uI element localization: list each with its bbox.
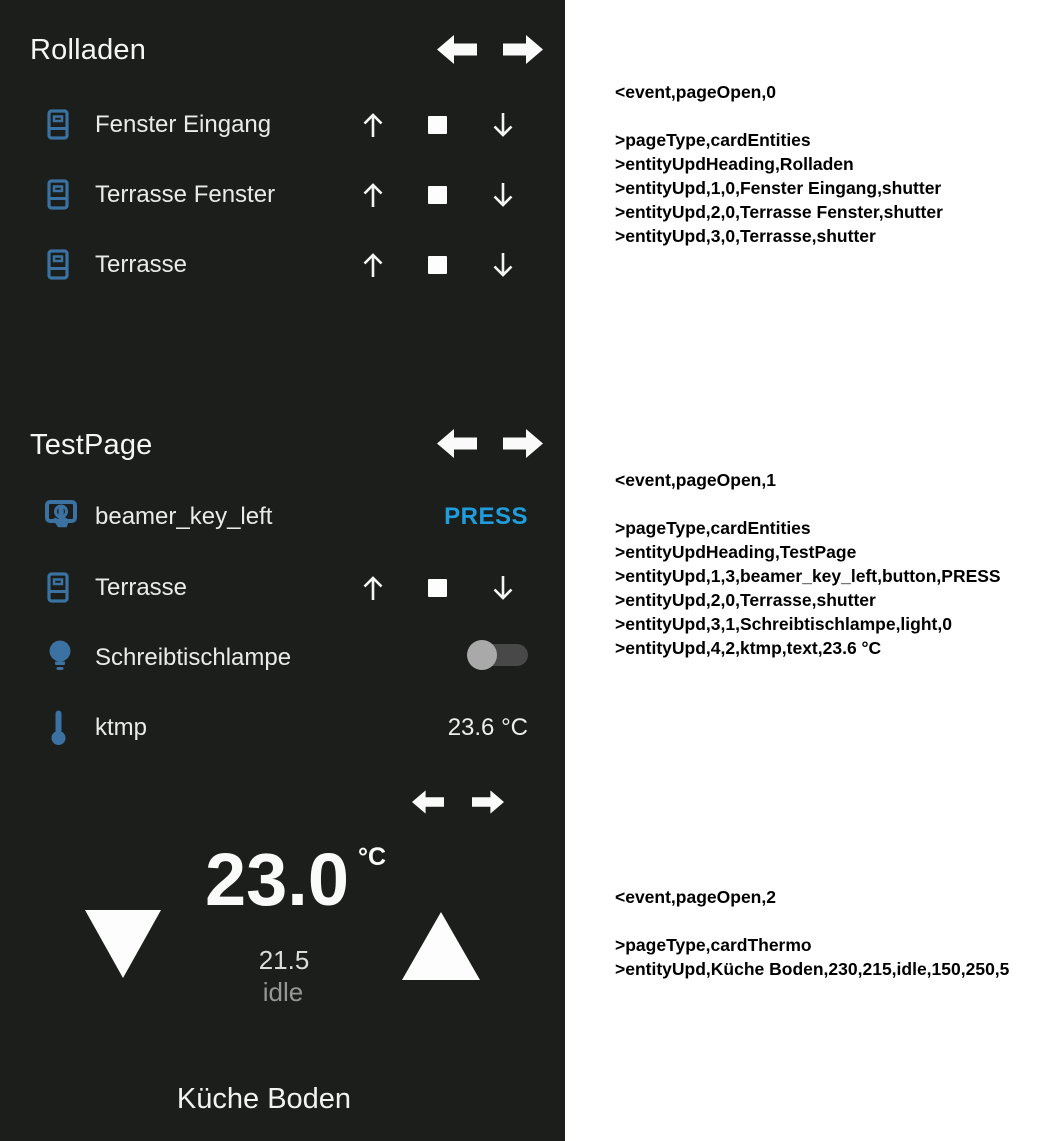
page-title-rolladen: Rolladen	[30, 34, 147, 66]
log-line: >entityUpd,1,0,Fenster Eingang,shutter	[615, 178, 942, 198]
gesture-tap-button-icon	[44, 496, 78, 543]
log-line: >entityUpd,1,3,beamer_key_left,button,PRESS	[615, 566, 1001, 586]
log-line: >entityUpd,2,0,Terrasse Fenster,shutter	[615, 202, 943, 222]
log-line: >pageType,cardEntities	[615, 130, 811, 150]
hvac-state: idle	[262, 977, 304, 1007]
log-gap	[615, 492, 1040, 516]
log-line: >entityUpd,3,1,Schreibtischlampe,light,0	[615, 614, 952, 634]
entity-row-shutter	[0, 566, 565, 610]
window-shutter-icon	[47, 109, 69, 145]
shutter-down-button[interactable]	[491, 112, 515, 138]
log-block-page0	[615, 80, 1040, 248]
shutter-down-button[interactable]	[491, 575, 515, 601]
shutter-stop-button[interactable]	[428, 116, 447, 134]
entity-label: Terrasse Fenster	[95, 181, 276, 208]
target-temperature: 21.5	[258, 945, 310, 975]
shutter-stop-button[interactable]	[428, 186, 447, 204]
entity-row-shutter	[0, 173, 565, 217]
shutter-down-button[interactable]	[491, 252, 515, 278]
log-gap	[615, 104, 1040, 128]
entity-row-text	[0, 706, 565, 750]
window-shutter-icon	[47, 249, 69, 285]
temperature-unit: °C	[358, 843, 387, 871]
entity-label: Fenster Eingang	[95, 111, 272, 138]
shutter-down-button[interactable]	[491, 182, 515, 208]
log-gap	[615, 909, 1040, 933]
log-block-page1	[615, 468, 1040, 660]
entity-label: Schreibtischlampe	[95, 644, 292, 671]
current-temperature: 23.0	[205, 838, 350, 921]
log-block-page2	[615, 885, 1040, 981]
shutter-up-button[interactable]	[361, 575, 385, 601]
window-shutter-icon	[47, 572, 69, 608]
shutter-up-button[interactable]	[361, 182, 385, 208]
log-line: >entityUpd,2,0,Terrasse,shutter	[615, 590, 876, 610]
temp-up-button[interactable]	[402, 912, 480, 985]
nav-next-icon[interactable]	[503, 33, 543, 66]
entity-row-light	[0, 636, 565, 680]
shutter-stop-button[interactable]	[428, 579, 447, 597]
page-title-testpage: TestPage	[30, 429, 153, 461]
press-button[interactable]: PRESS	[444, 503, 528, 530]
log-line: >entityUpd,3,0,Terrasse,shutter	[615, 226, 876, 246]
thermostat-title: Küche Boden	[176, 1083, 352, 1115]
entity-label: Terrasse	[95, 251, 188, 278]
log-line: >entityUpdHeading,TestPage	[615, 542, 857, 562]
thermometer-icon	[51, 709, 66, 751]
log-line: >pageType,cardEntities	[615, 518, 811, 538]
shutter-up-button[interactable]	[361, 112, 385, 138]
shutter-up-button[interactable]	[361, 252, 385, 278]
temp-down-button[interactable]	[85, 910, 161, 983]
nav-next-icon[interactable]	[503, 427, 543, 460]
nav-prev-icon[interactable]	[437, 427, 477, 460]
log-line: >entityUpdHeading,Rolladen	[615, 154, 854, 174]
entity-row-button	[0, 495, 565, 539]
light-toggle[interactable]	[470, 644, 528, 666]
window-shutter-icon	[47, 179, 69, 215]
log-event-line: <event,pageOpen,2	[615, 887, 776, 907]
lightbulb-icon	[47, 640, 73, 679]
entity-label: beamer_key_left	[95, 503, 273, 530]
toggle-knob	[467, 640, 497, 670]
entity-label: Terrasse	[95, 574, 188, 601]
entity-label: ktmp	[95, 714, 148, 741]
log-line: >entityUpd,Küche Boden,230,215,idle,150,250,5	[615, 959, 1010, 979]
entity-row-shutter	[0, 103, 565, 147]
log-event-line: <event,pageOpen,1	[615, 470, 776, 490]
nav-next-icon[interactable]	[472, 788, 504, 816]
sensor-value: 23.6 °C	[447, 714, 528, 741]
nav-prev-icon[interactable]	[412, 788, 444, 816]
entity-row-shutter	[0, 243, 565, 287]
shutter-stop-button[interactable]	[428, 256, 447, 274]
nav-prev-icon[interactable]	[437, 33, 477, 66]
log-line: >entityUpd,4,2,ktmp,text,23.6 °C	[615, 638, 882, 658]
log-event-line: <event,pageOpen,0	[615, 82, 776, 102]
log-line: >pageType,cardThermo	[615, 935, 812, 955]
